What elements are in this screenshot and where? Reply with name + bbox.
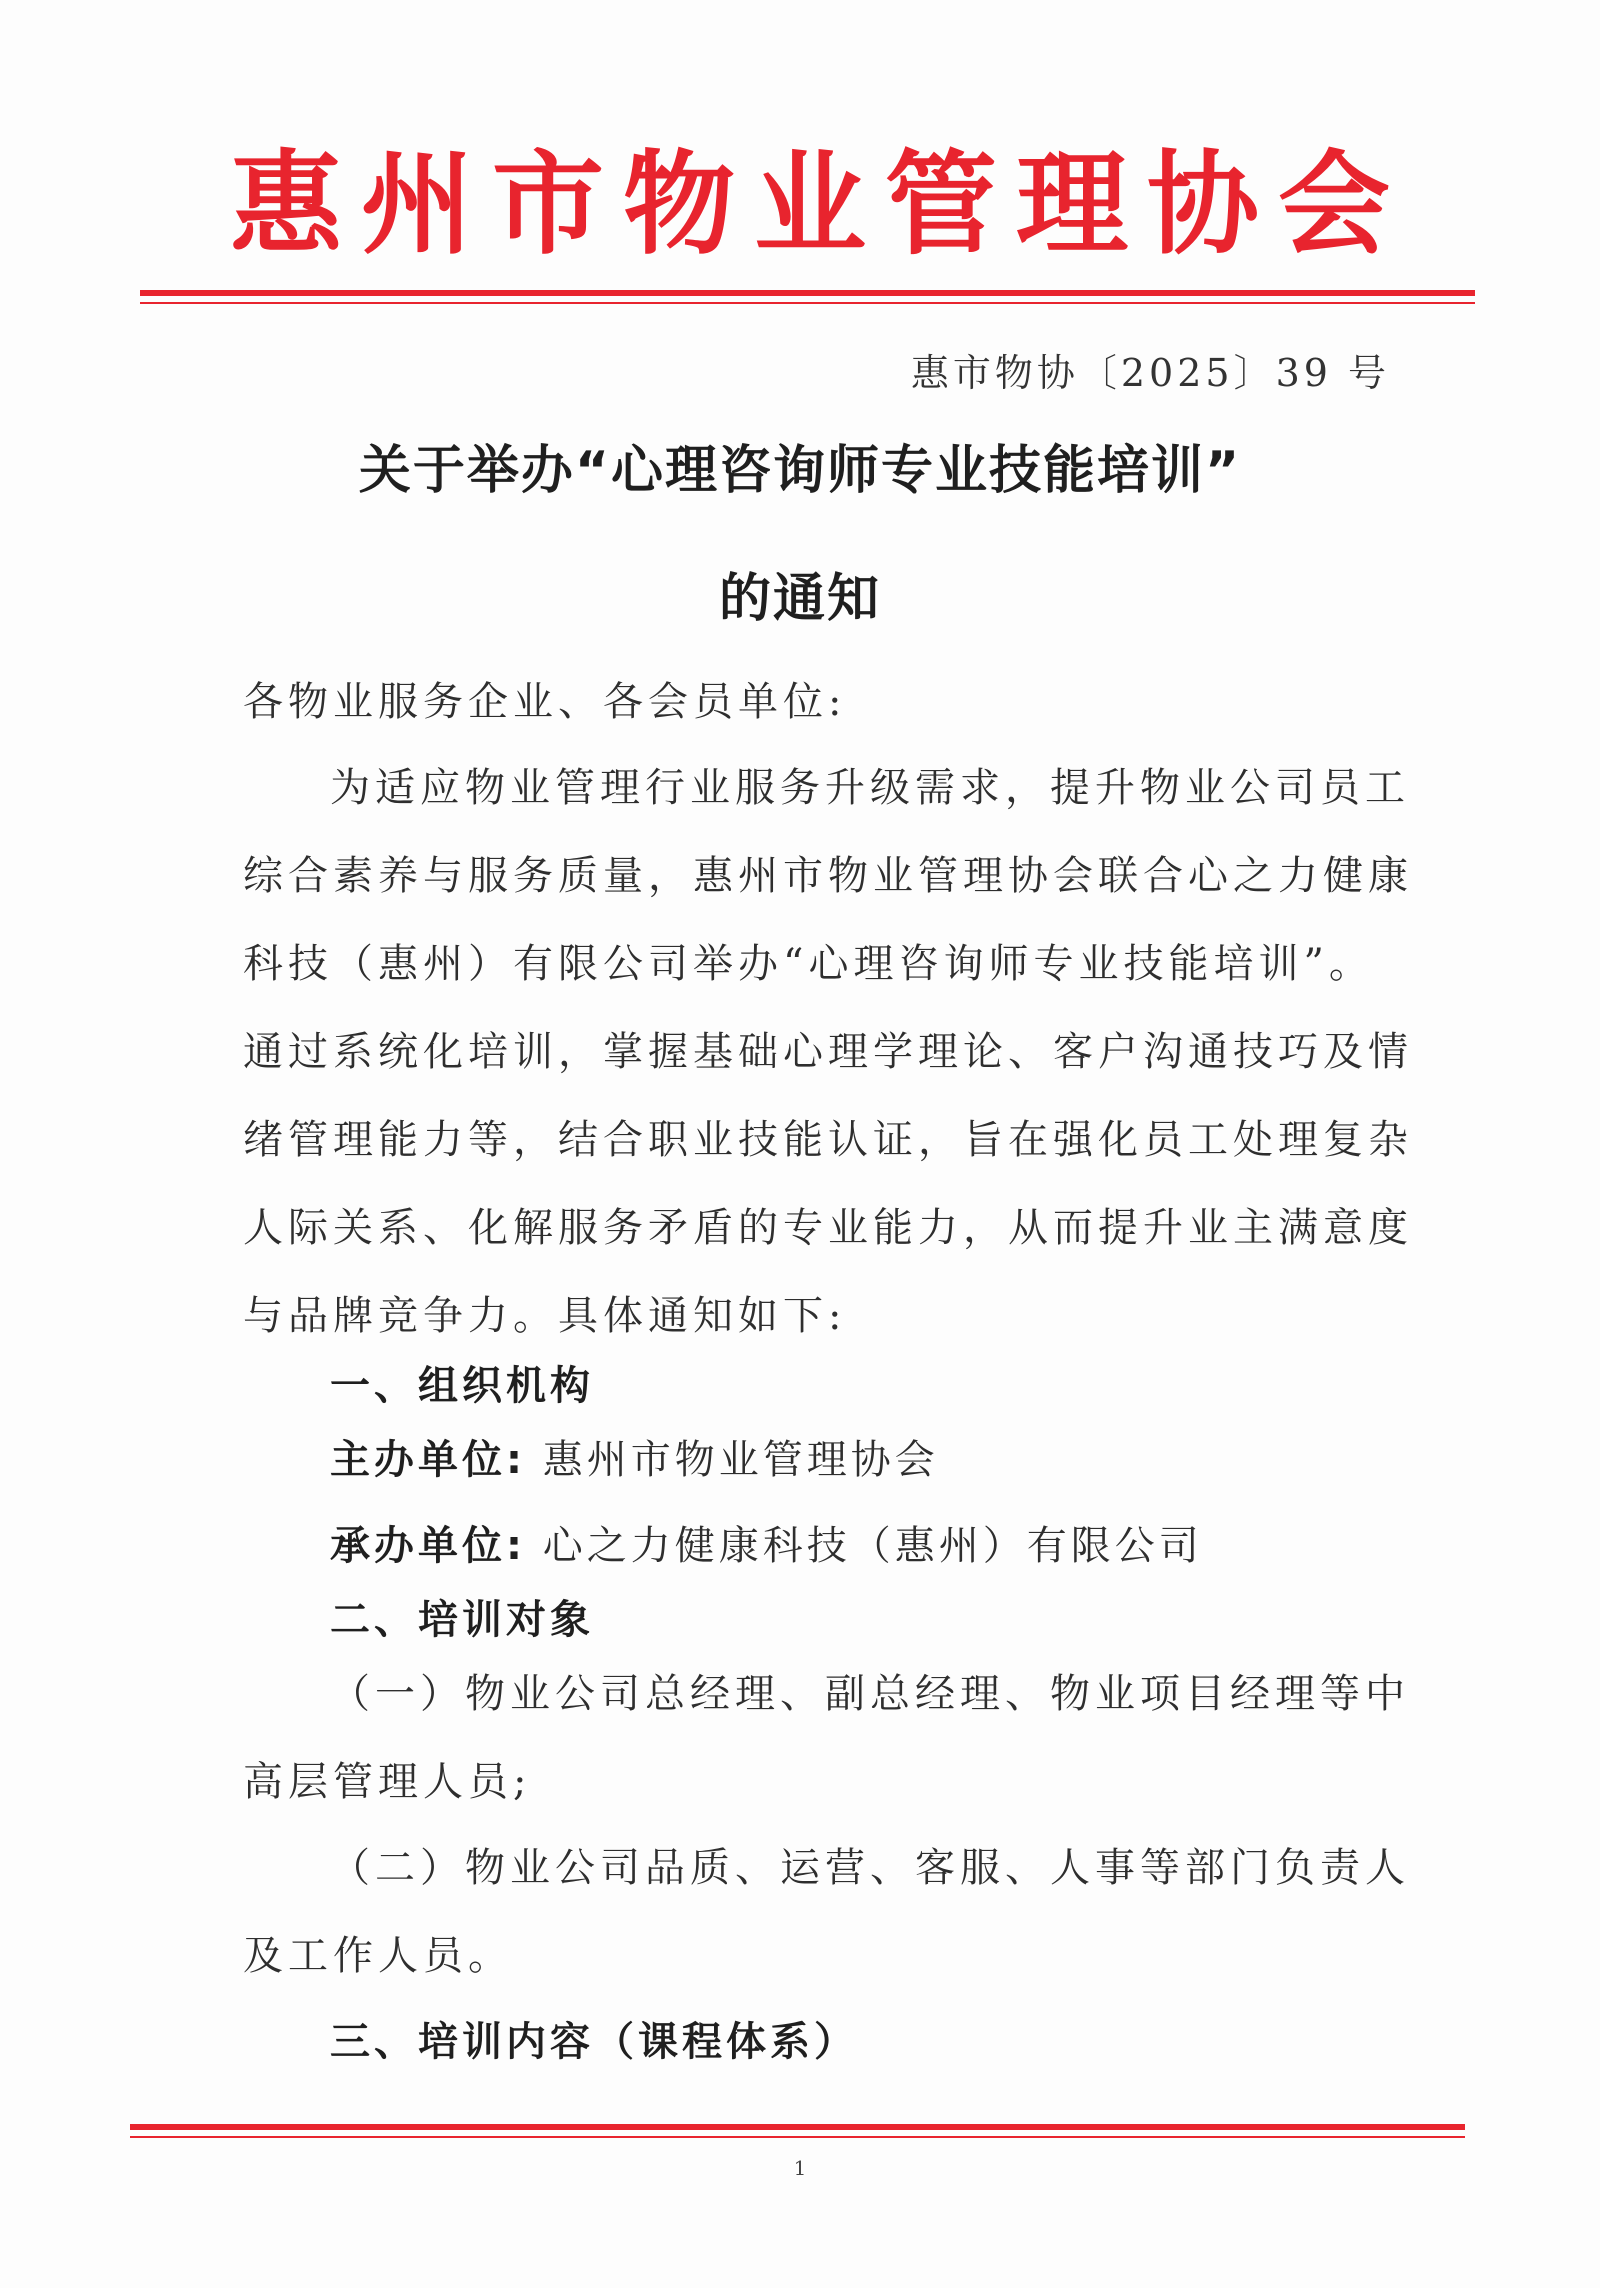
audience-item: （一）物业公司总经理、副总经理、物业项目经理等中 xyxy=(330,1671,1410,1717)
host-row xyxy=(330,1430,939,1490)
audience-item-cont: 及工作人员。 xyxy=(243,1933,513,1979)
bottom-red-rule-thin xyxy=(130,2136,1465,2138)
section-heading-content: 三、培训内容（课程体系） xyxy=(330,2019,858,2065)
audience-item-cont: 高层管理人员; xyxy=(243,1759,532,1805)
letterhead-char: 惠 xyxy=(230,139,342,270)
letterhead-char: 物 xyxy=(623,139,735,270)
intro-line: 通过系统化培训，掌握基础心理学理论、客户沟通技巧及情 xyxy=(243,1029,1413,1075)
letterhead-char: 会 xyxy=(1278,139,1390,270)
letterhead-char: 市 xyxy=(492,139,604,270)
intro-line: 与品牌竞争力。具体通知如下: xyxy=(243,1293,847,1339)
page-number: 1 xyxy=(793,2156,807,2180)
organizer-value: 心之力健康科技（惠州）有限公司 xyxy=(542,1523,1203,1569)
document-number: 惠市物协〔2025〕39 号 xyxy=(910,351,1390,395)
audience-item: （二）物业公司品质、运营、客服、人事等部门负责人 xyxy=(330,1845,1410,1891)
host-label: 主办单位: xyxy=(330,1437,526,1483)
top-red-rule-thin xyxy=(140,302,1475,304)
letterhead-char: 管 xyxy=(885,139,997,270)
section-heading-audience: 二、培训对象 xyxy=(330,1597,594,1643)
intro-line: 综合素养与服务质量，惠州市物业管理协会联合心之力健康 xyxy=(243,853,1413,899)
intro-line: 人际关系、化解服务矛盾的专业能力，从而提升业主满意度 xyxy=(243,1205,1413,1251)
letterhead-char: 州 xyxy=(361,139,473,270)
document-title-line1: 关于举办“心理咨询师专业技能培训” xyxy=(358,441,1242,501)
document-title-line2: 的通知 xyxy=(718,569,881,629)
top-red-rule-thick xyxy=(140,290,1475,296)
intro-line: 科技（惠州）有限公司举办“心理咨询师专业技能培训”。 xyxy=(243,941,1374,987)
organizer-label: 承办单位: xyxy=(330,1523,526,1569)
host-value: 惠州市物业管理协会 xyxy=(542,1437,939,1483)
letterhead-char: 协 xyxy=(1147,139,1259,270)
letterhead-org-name xyxy=(230,130,1390,280)
section-heading-organization: 一、组织机构 xyxy=(330,1363,594,1409)
letterhead-char: 业 xyxy=(754,139,866,270)
intro-line: 为适应物业管理行业服务升级需求，提升物业公司员工 xyxy=(330,765,1410,811)
letterhead-char: 理 xyxy=(1016,139,1128,270)
salutation: 各物业服务企业、各会员单位: xyxy=(243,679,847,725)
intro-line: 绪管理能力等，结合职业技能认证，旨在强化员工处理复杂 xyxy=(243,1117,1413,1163)
bottom-red-rule-thick xyxy=(130,2124,1465,2130)
organizer-row xyxy=(330,1516,1203,1576)
